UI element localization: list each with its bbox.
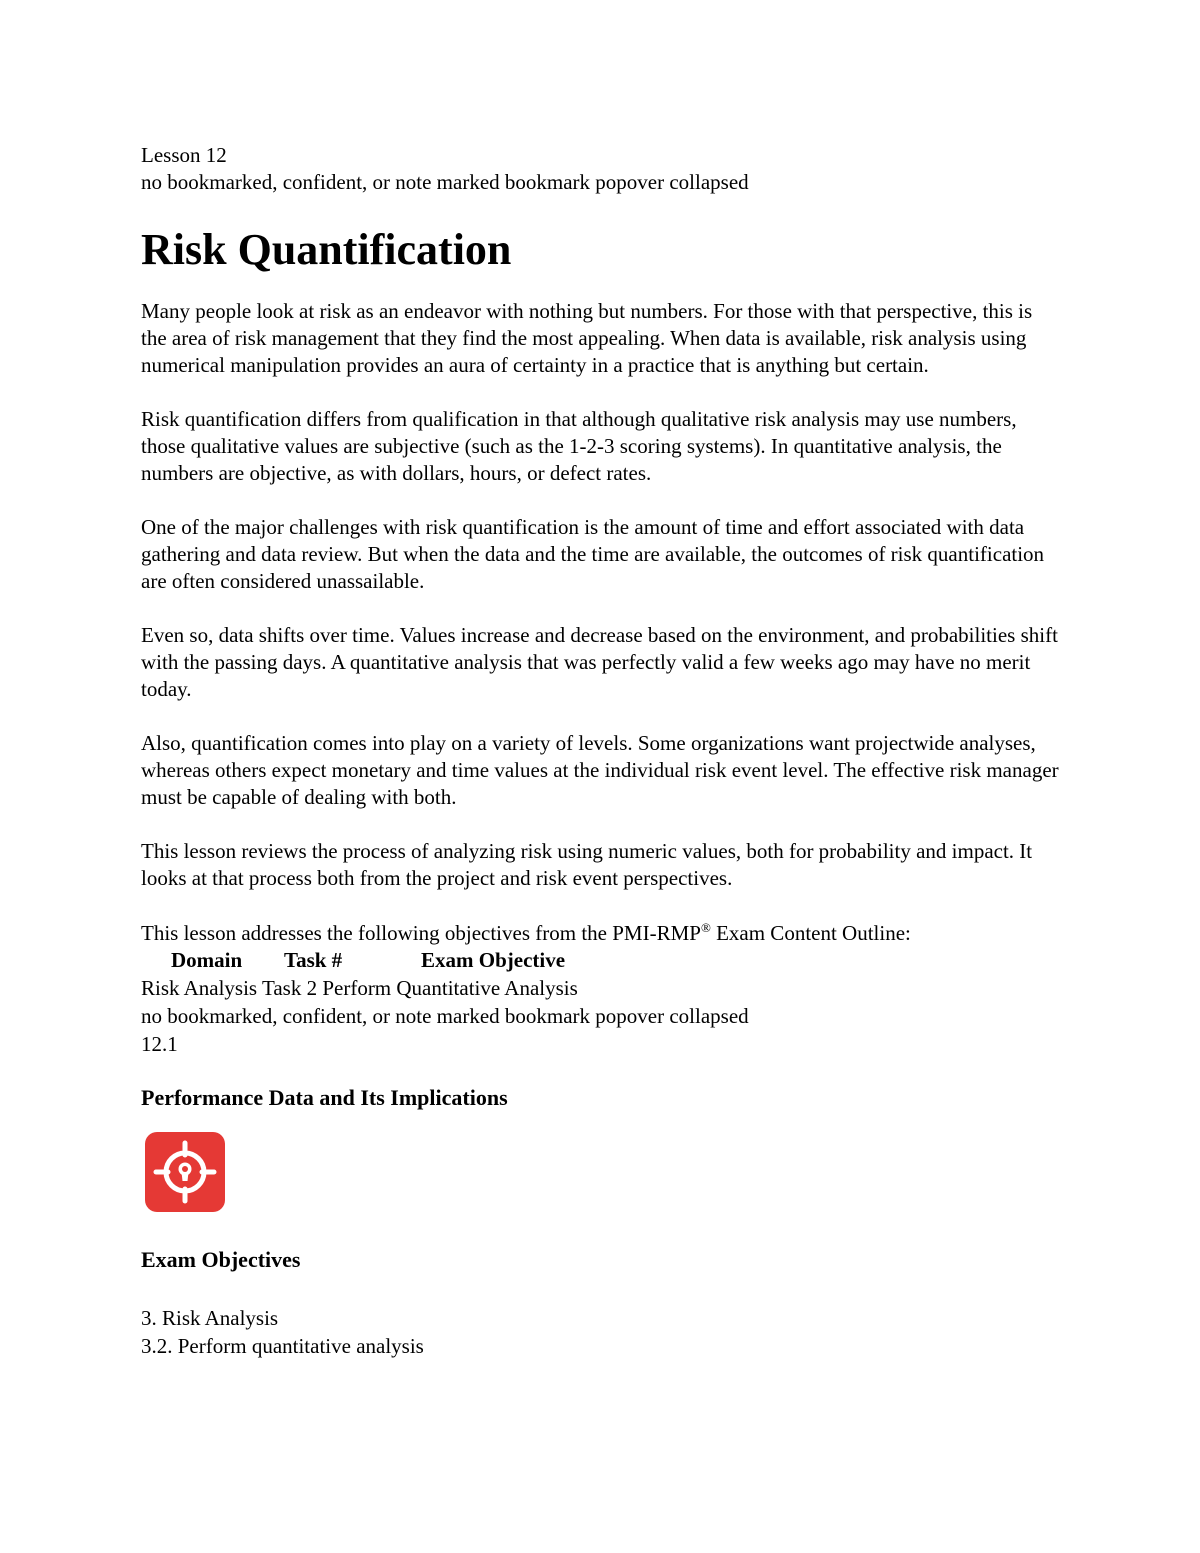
paragraph: Many people look at risk as an endeavor with nothing but numbers. For those with that perspective, this is the area of risk management that they find the most appealing. When data is available, risk analysis using numerical manipulation provides an aura of certainty in a practice that is anything but certain. xyxy=(141,299,1033,377)
paragraph: One of the major challenges with risk quantification is the amount of time and effort associated with data gathering and data review. But when the data and the time are available, the outcomes of risk quantification are often considered unassailable. xyxy=(141,515,1045,593)
document-page xyxy=(141,142,1061,1360)
paragraph: Even so, data shifts over time. Values increase and decrease based on the environment, and probabilities shift with the passing days. A quantitative analysis that was perfectly valid a few weeks ago may have no merit today. xyxy=(141,623,1058,701)
paragraph: This lesson reviews the process of analyzing risk using numeric values, both for probability and impact. It looks at that process both from the project and risk event perspectives. xyxy=(141,839,1033,890)
exam-objective-item: 3. Risk Analysis xyxy=(141,1306,279,1330)
objectives-intro-text: This lesson addresses the following objectives from the PMI-RMP xyxy=(141,921,701,945)
registered-mark: ® xyxy=(700,920,711,935)
target-crosshair-svg xyxy=(153,1140,217,1204)
paragraph: Risk quantification differs from qualification in that although qualitative risk analysis may use numbers, those qualitative values are subjective (such as the 1-2-3 scoring systems). In quantitative analysis, the numbers are objective, as with dollars, hours, or defect rates. xyxy=(141,407,1017,485)
header-domain: Domain xyxy=(171,948,243,972)
header-task-number: Task # xyxy=(284,948,343,972)
lesson-label: Lesson 12 xyxy=(141,143,227,167)
section-number: 12.1 xyxy=(141,1032,178,1056)
objectives-intro xyxy=(141,919,1061,947)
bookmark-status[interactable]: no bookmarked, confident, or note marked bookmark popover collapsed xyxy=(141,170,749,194)
exam-objectives-heading: Exam Objectives xyxy=(141,1247,301,1272)
objectives-table-row: Risk Analysis Task 2 Perform Quantitative Analysis xyxy=(141,976,578,1000)
objectives-intro-suffix: Exam Content Outline: xyxy=(710,921,911,945)
objectives-table-header xyxy=(141,947,1061,974)
section-bookmark-status[interactable]: no bookmarked, confident, or note marked bookmark popover collapsed xyxy=(141,1004,749,1028)
paragraph: Also, quantification comes into play on a variety of levels. Some organizations want projectwide analyses, whereas others expect monetary and time values at the individual risk event level. The effective risk manager must be capable of dealing with both. xyxy=(141,731,1059,809)
header-exam-objective: Exam Objective xyxy=(421,948,566,972)
exam-objective-item: 3.2. Perform quantitative analysis xyxy=(141,1334,424,1358)
page-title: Risk Quantification xyxy=(141,225,512,274)
section-title: Performance Data and Its Implications xyxy=(141,1085,508,1110)
target-crosshair-icon xyxy=(145,1132,225,1212)
